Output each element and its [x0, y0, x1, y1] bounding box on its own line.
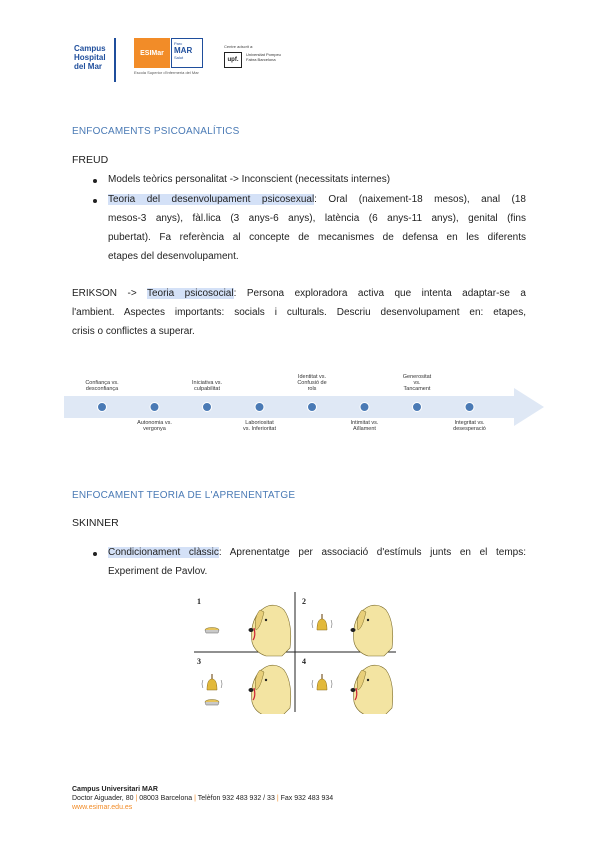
- upf-logo: upf.: [224, 52, 242, 68]
- timeline-stage-label: rols: [307, 386, 317, 392]
- footer-campus: Campus Universitari MAR: [72, 786, 158, 793]
- timeline-stage-label: desconfiança: [85, 386, 119, 392]
- timeline-stage-label: vs. Inferioritat: [242, 426, 277, 432]
- footer-address: Doctor Aiguader, 80 | 08003 Barcelona | Telèfon 932 483 932 / 33 | Fax 932 483 934: [72, 795, 334, 802]
- freud-bullet-2: Teoria del desenvolupament psicosexual: Oral (naixement-18 mesos), anal (18 mesos-3 anys), fàl.lica (3 anys-6 anys), latència (6 anys-11 anys), genital (fins pubertat). Fa referència al concepte de mecanismes de defensa en les diferents etapes del desenvolupament.: [108, 194, 526, 262]
- timeline-stage-dot: [255, 403, 264, 412]
- bullet-icon: [93, 179, 99, 185]
- parc-mar-logo: Parc MAR Salut: [171, 38, 203, 68]
- erikson-paragraph: ERIKSON -> Teoria psicosocial: Persona exploradora activa que intenta adaptar-se a l'ambient. Aspectes importants: socials i culturals. Descriu desenvolupament en: etapes, crisis o conflictes a superar.: [72, 288, 526, 337]
- freud-bullet-1: Models teòrics personalitat -> Inconscient (necessitats internes): [108, 174, 391, 185]
- timeline-stage-label: Integritat vs.: [454, 420, 485, 426]
- freud-title: FREUD: [72, 154, 109, 166]
- timeline-stage-label: vs.: [413, 380, 421, 386]
- skinner-title: SKINNER: [72, 517, 119, 529]
- panel-1: [205, 605, 291, 656]
- timeline-stage-label: Tancament: [403, 386, 431, 392]
- panel-number-3: 3: [197, 657, 201, 666]
- bullet-icon: [93, 552, 99, 558]
- timeline-stage-label: Identitat vs.: [297, 374, 327, 380]
- food-bowl-icon: [205, 700, 219, 706]
- panel-4: [312, 665, 393, 714]
- timeline-stage-label: culpabilitat: [194, 386, 220, 392]
- timeline-stage-label: Laboriositat: [245, 420, 274, 426]
- section-heading-psychoanalytic: ENFOCAMENTS PSICOANALÍTICS: [72, 126, 240, 137]
- bell-icon: [202, 674, 222, 690]
- panel-2: [312, 605, 393, 656]
- esimar-subtitle: Escola Superior d'Infermeria del Mar: [134, 70, 199, 75]
- timeline-stage-dot: [308, 403, 317, 412]
- upf-name: Universitat Pompeu Fabra Barcelona: [246, 52, 281, 62]
- dog-icon: [351, 605, 393, 656]
- logo-divider: [114, 38, 116, 82]
- timeline-stage-label: Iniciativa vs.: [192, 380, 222, 386]
- highlight-psychosexual: Teoria del desenvolupament psicosexual: [108, 194, 315, 205]
- food-bowl-icon: [205, 628, 219, 634]
- highlight-psychosocial: Teoria psicosocial: [146, 288, 234, 299]
- timeline-stage-label: Generositat: [402, 374, 432, 380]
- timeline-stage-dot: [150, 403, 159, 412]
- panel-3: [202, 665, 291, 714]
- timeline-stage-label: vergonya: [143, 426, 166, 432]
- campus-logo: Campus Hospital del Mar: [74, 44, 106, 71]
- bell-icon: [312, 614, 332, 630]
- timeline-stage-label: Aïllament: [353, 426, 376, 432]
- timeline-stage-dot: [203, 403, 212, 412]
- bell-icon: [312, 674, 332, 690]
- timeline-stage-dot: [465, 403, 474, 412]
- section-heading-learning: ENFOCAMENT TEORIA DE L'APRENENTATGE: [72, 490, 296, 501]
- panel-number-2: 2: [302, 597, 306, 606]
- timeline-stage-label: Autonomia vs.: [137, 420, 172, 426]
- upf-caption: Centre adscrit a:: [224, 44, 254, 49]
- timeline-stage-dot: [360, 403, 369, 412]
- highlight-classical-conditioning: Condicionament clàssic: [108, 547, 219, 558]
- erikson-stages-timeline: [64, 366, 548, 438]
- footer-website-link[interactable]: www.esimar.edu.es: [72, 804, 133, 811]
- timeline-stage-label: Confiança vs.: [85, 380, 119, 386]
- timeline-stage-label: Intimitat vs.: [350, 420, 379, 426]
- pavlov-experiment-figure: [192, 590, 398, 714]
- esimar-logo: ESIMar: [134, 38, 170, 68]
- panel-number-4: 4: [302, 657, 306, 666]
- timeline-stage-dot: [413, 403, 422, 412]
- timeline-stage-label: Confusió de: [297, 380, 327, 386]
- skinner-bullet: Condicionament clàssic: Aprenentatge per associació d'estímuls junts en el temps: Experiment de Pavlov.: [108, 547, 526, 577]
- panel-number-1: 1: [197, 597, 201, 606]
- bullet-icon: [93, 199, 99, 205]
- timeline-stage-dot: [98, 403, 107, 412]
- timeline-stage-label: desesperació: [453, 426, 486, 432]
